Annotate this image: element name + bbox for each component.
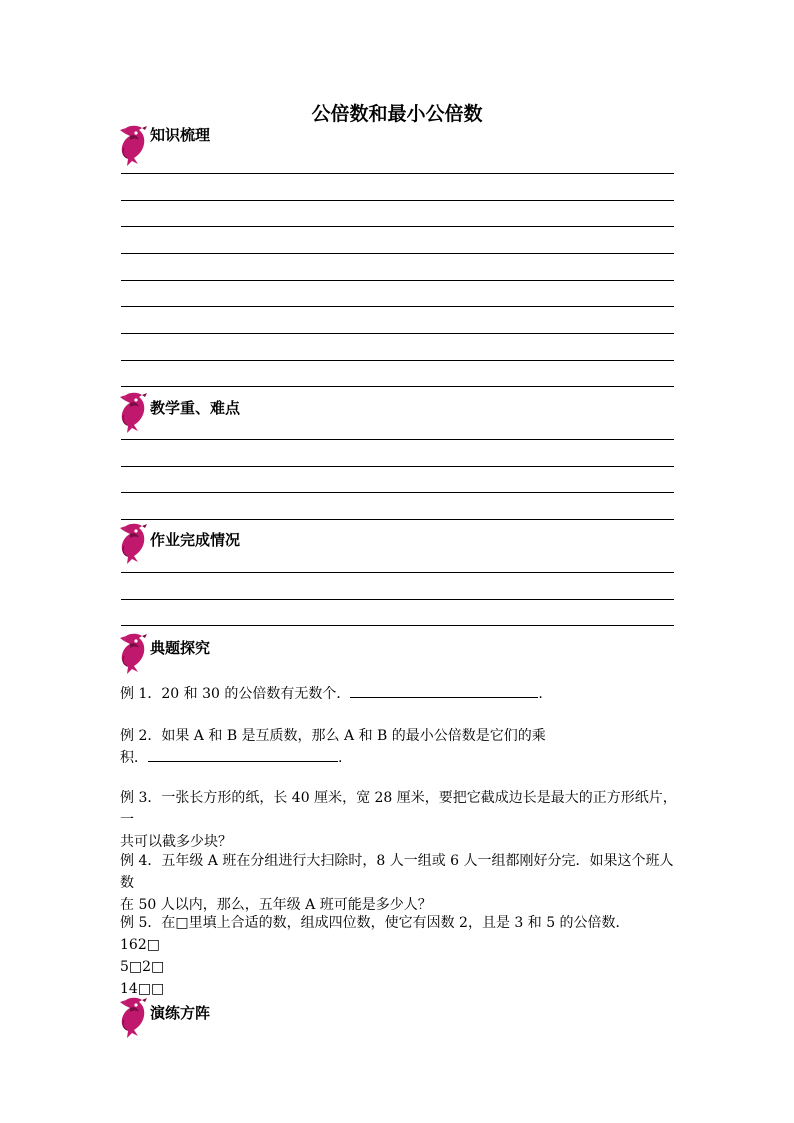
section-heading bbox=[112, 522, 692, 562]
answer-line bbox=[121, 572, 674, 573]
answer-line bbox=[121, 360, 674, 361]
example-1 bbox=[120, 683, 680, 705]
answer-line bbox=[121, 439, 674, 440]
section-examples bbox=[112, 632, 692, 676]
section-homework bbox=[112, 522, 692, 632]
example-text: 在 50 人以内，那么，五年级 A 班可能是多少人？ bbox=[120, 897, 432, 913]
answer-line bbox=[121, 599, 674, 600]
answer-line bbox=[121, 306, 674, 307]
example-text: 共可以截多少块？ bbox=[120, 834, 232, 850]
example-5 bbox=[120, 912, 680, 1000]
example-text: 积． bbox=[120, 750, 148, 766]
example-text: . bbox=[538, 686, 543, 702]
example-2 bbox=[120, 725, 680, 769]
answer-line bbox=[121, 226, 674, 227]
answer-line bbox=[121, 173, 674, 174]
example-text: 例 2．如果 A 和 B 是互质数，那么 A 和 B 的最小公倍数是它们的乘 bbox=[120, 728, 546, 744]
example-3 bbox=[120, 787, 680, 853]
example-4 bbox=[120, 850, 680, 916]
section-heading bbox=[112, 391, 692, 431]
answer-line bbox=[121, 200, 674, 201]
answer-line bbox=[121, 253, 674, 254]
answer-line bbox=[121, 519, 674, 520]
example-text: 例 5．在□里填上合适的数，组成四位数，使它有因数 2，且是 3 和 5 的公倍数． bbox=[120, 915, 630, 931]
section-focus bbox=[112, 391, 692, 523]
answer-line bbox=[121, 280, 674, 281]
answer-line bbox=[121, 466, 674, 467]
page-title: 公倍数和最小公倍数 bbox=[311, 103, 483, 125]
section-knowledge bbox=[112, 124, 692, 388]
example-text: . bbox=[338, 750, 343, 766]
fill-in-number: 5□2□ bbox=[120, 959, 165, 975]
answer-blank[interactable] bbox=[350, 683, 538, 698]
example-text: 例 1．20 和 30 的公倍数有无数个． bbox=[120, 686, 351, 702]
answer-line bbox=[121, 386, 674, 387]
section-title: 作业完成情况 bbox=[150, 531, 241, 549]
dolphin-icon bbox=[112, 996, 154, 1040]
dolphin-icon bbox=[112, 124, 154, 168]
answer-line bbox=[121, 625, 674, 626]
dolphin-icon bbox=[112, 632, 154, 676]
section-title: 知识梳理 bbox=[150, 126, 211, 144]
dolphin-icon bbox=[112, 522, 154, 566]
fill-in-number: 14□□ bbox=[120, 981, 165, 997]
section-title: 教学重、难点 bbox=[150, 399, 241, 417]
section-heading bbox=[112, 996, 692, 1036]
section-heading bbox=[112, 632, 692, 672]
example-text: 例 3．一张长方形的纸，长 40 厘米，宽 28 厘米，要把它截成边长是最大的正方形纸片，一 bbox=[120, 790, 677, 828]
answer-blank[interactable] bbox=[148, 747, 338, 762]
section-practice bbox=[112, 996, 692, 1040]
section-title: 典题探究 bbox=[150, 639, 211, 657]
example-text: 例 4．五年级 A 班在分组进行大扫除时，8 人一组或 6 人一组都刚好分完．如果这个班人数 bbox=[120, 853, 674, 891]
fill-in-number: 162□ bbox=[120, 937, 160, 953]
answer-line bbox=[121, 333, 674, 334]
answer-line bbox=[121, 492, 674, 493]
section-title: 演练方阵 bbox=[150, 1004, 211, 1022]
dolphin-icon bbox=[112, 391, 154, 435]
section-heading bbox=[112, 124, 692, 164]
